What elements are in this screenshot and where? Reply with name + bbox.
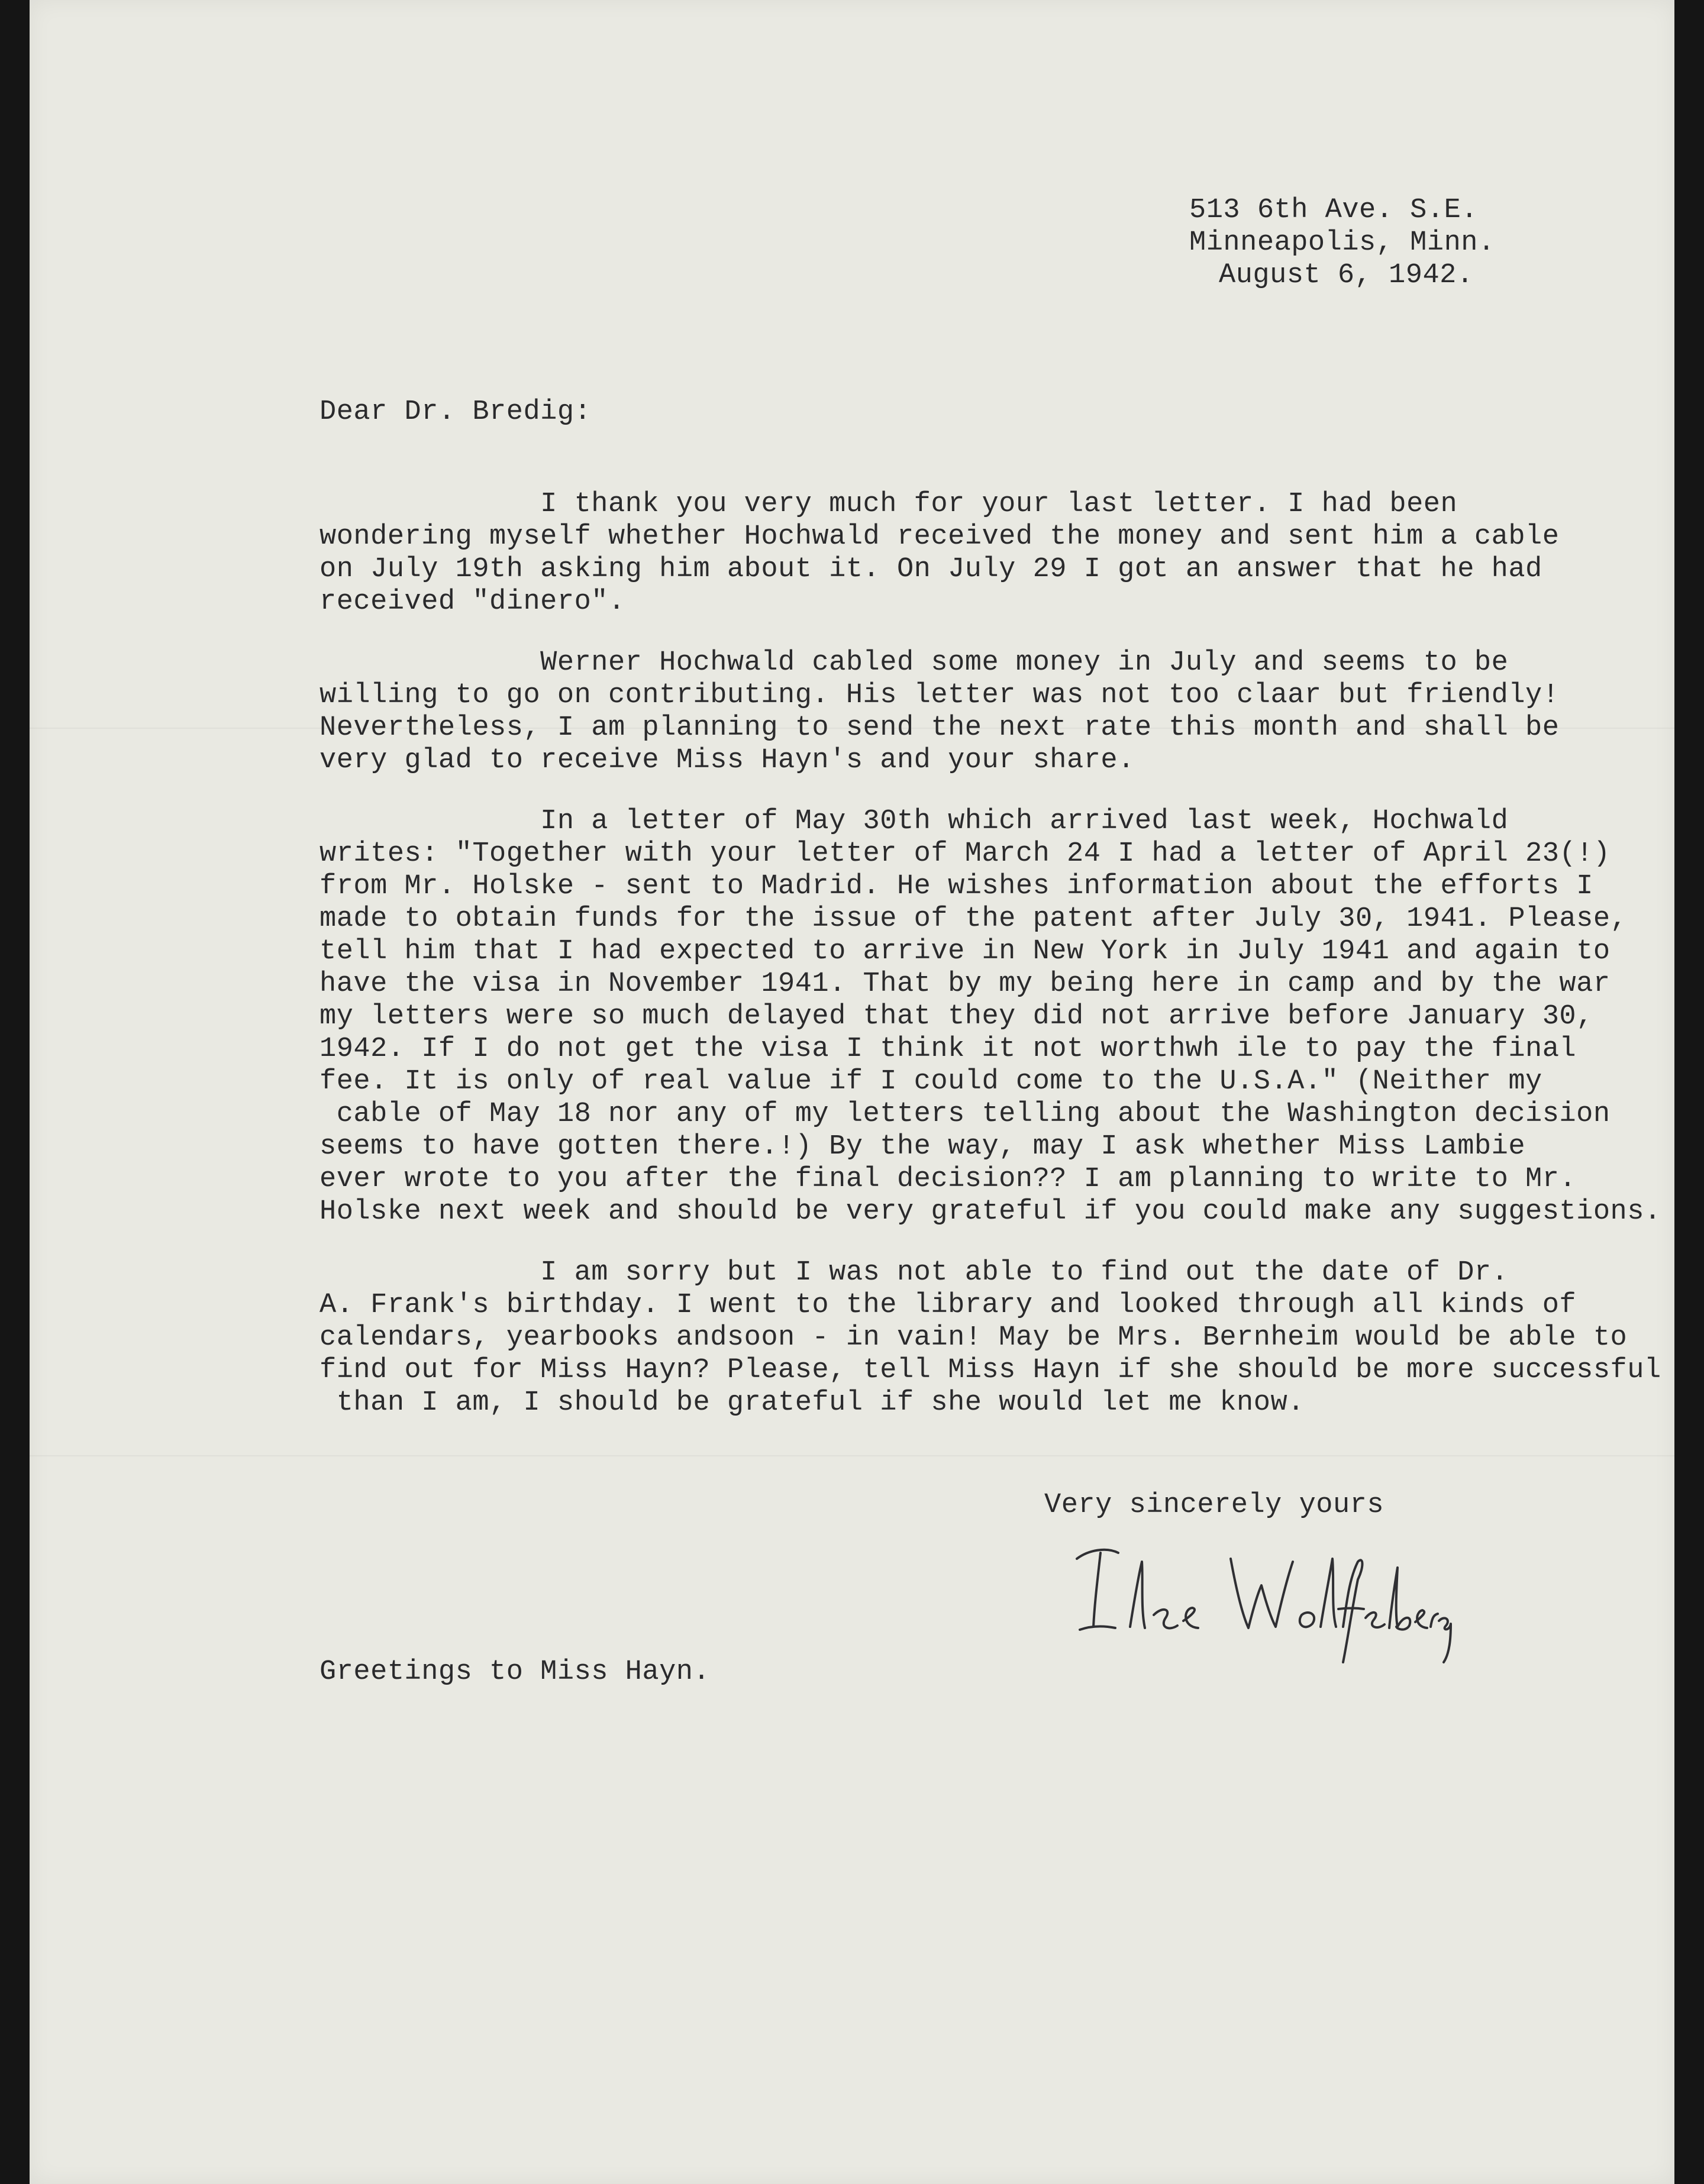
body-line: find out for Miss Hayn? Please, tell Miss Hayn if she should be more successful bbox=[320, 1355, 1661, 1386]
body-line: 1942. If I do not get the visa I think it not worthwh ile to pay the final bbox=[320, 1033, 1577, 1065]
body-line: I thank you very much for your last letter. I had been bbox=[320, 489, 1458, 520]
body-line: I am sorry but I was not able to find out the date of Dr. bbox=[320, 1257, 1509, 1288]
body-line: writes: "Together with your letter of March 24 I had a letter of April 23(!) bbox=[320, 838, 1611, 870]
body-line: Werner Hochwald cabled some money in July and seems to be bbox=[320, 647, 1509, 679]
fold-crease bbox=[30, 1455, 1674, 1456]
letter-date: August 6, 1942. bbox=[1219, 260, 1474, 291]
handwritten-signature bbox=[1065, 1526, 1456, 1668]
body-line: my letters were so much delayed that they did not arrive before January 30, bbox=[320, 1001, 1593, 1032]
body-line: ever wrote to you after the final decision?? I am planning to write to Mr. bbox=[320, 1164, 1577, 1195]
letter-page bbox=[30, 0, 1674, 2184]
body-line: wondering myself whether Hochwald received the money and sent him a cable bbox=[320, 521, 1560, 553]
scan-border-left bbox=[0, 0, 30, 2184]
body-line: In a letter of May 30th which arrived last week, Hochwald bbox=[320, 806, 1509, 837]
body-line: very glad to receive Miss Hayn's and your share. bbox=[320, 745, 1135, 776]
body-line: on July 19th asking him about it. On July 29 I got an answer that he had bbox=[320, 554, 1542, 585]
body-line: cable of May 18 nor any of my letters telling about the Washington decision bbox=[320, 1099, 1611, 1130]
body-line: Nevertheless, I am planning to send the next rate this month and shall be bbox=[320, 712, 1560, 744]
paragraph-3 bbox=[320, 805, 1663, 1228]
sender-address bbox=[1189, 194, 1495, 292]
body-line: Holske next week and should be very grateful if you could make any suggestions. bbox=[320, 1196, 1661, 1227]
body-line: from Mr. Holske - sent to Madrid. He wishes information about the efforts I bbox=[320, 871, 1593, 902]
body-line: seems to have gotten there.!) By the way, may I ask whether Miss Lambie bbox=[320, 1131, 1526, 1162]
body-line: made to obtain funds for the issue of the patent after July 30, 1941. Please, bbox=[320, 903, 1628, 935]
paragraph-4 bbox=[320, 1256, 1663, 1419]
postscript: Greetings to Miss Hayn. bbox=[320, 1656, 711, 1688]
paragraph-2 bbox=[320, 647, 1663, 777]
address-line-street: 513 6th Ave. S.E. bbox=[1189, 195, 1478, 226]
address-line-city: Minneapolis, Minn. bbox=[1189, 227, 1495, 259]
body-line: have the visa in November 1941. That by my being here in camp and by the war bbox=[320, 968, 1611, 1000]
body-line: A. Frank's birthday. I went to the library and looked through all kinds of bbox=[320, 1290, 1577, 1321]
salutation: Dear Dr. Bredig: bbox=[320, 396, 592, 428]
body-line: calendars, yearbooks andsoon - in vain! May be Mrs. Bernheim would be able to bbox=[320, 1322, 1628, 1353]
body-line: tell him that I had expected to arrive in New York in July 1941 and again to bbox=[320, 936, 1611, 967]
paragraph-1 bbox=[320, 488, 1663, 618]
body-line: received "dinero". bbox=[320, 586, 625, 618]
body-line: fee. It is only of real value if I could come to the U.S.A." (Neither my bbox=[320, 1066, 1542, 1097]
scan-border-right bbox=[1674, 0, 1704, 2184]
body-line: than I am, I should be grateful if she would let me know. bbox=[320, 1387, 1305, 1419]
body-line: willing to go on contributing. His letter was not too claar but friendly! bbox=[320, 680, 1560, 711]
letter-body bbox=[320, 488, 1663, 1448]
closing: Very sincerely yours bbox=[1044, 1490, 1384, 1521]
